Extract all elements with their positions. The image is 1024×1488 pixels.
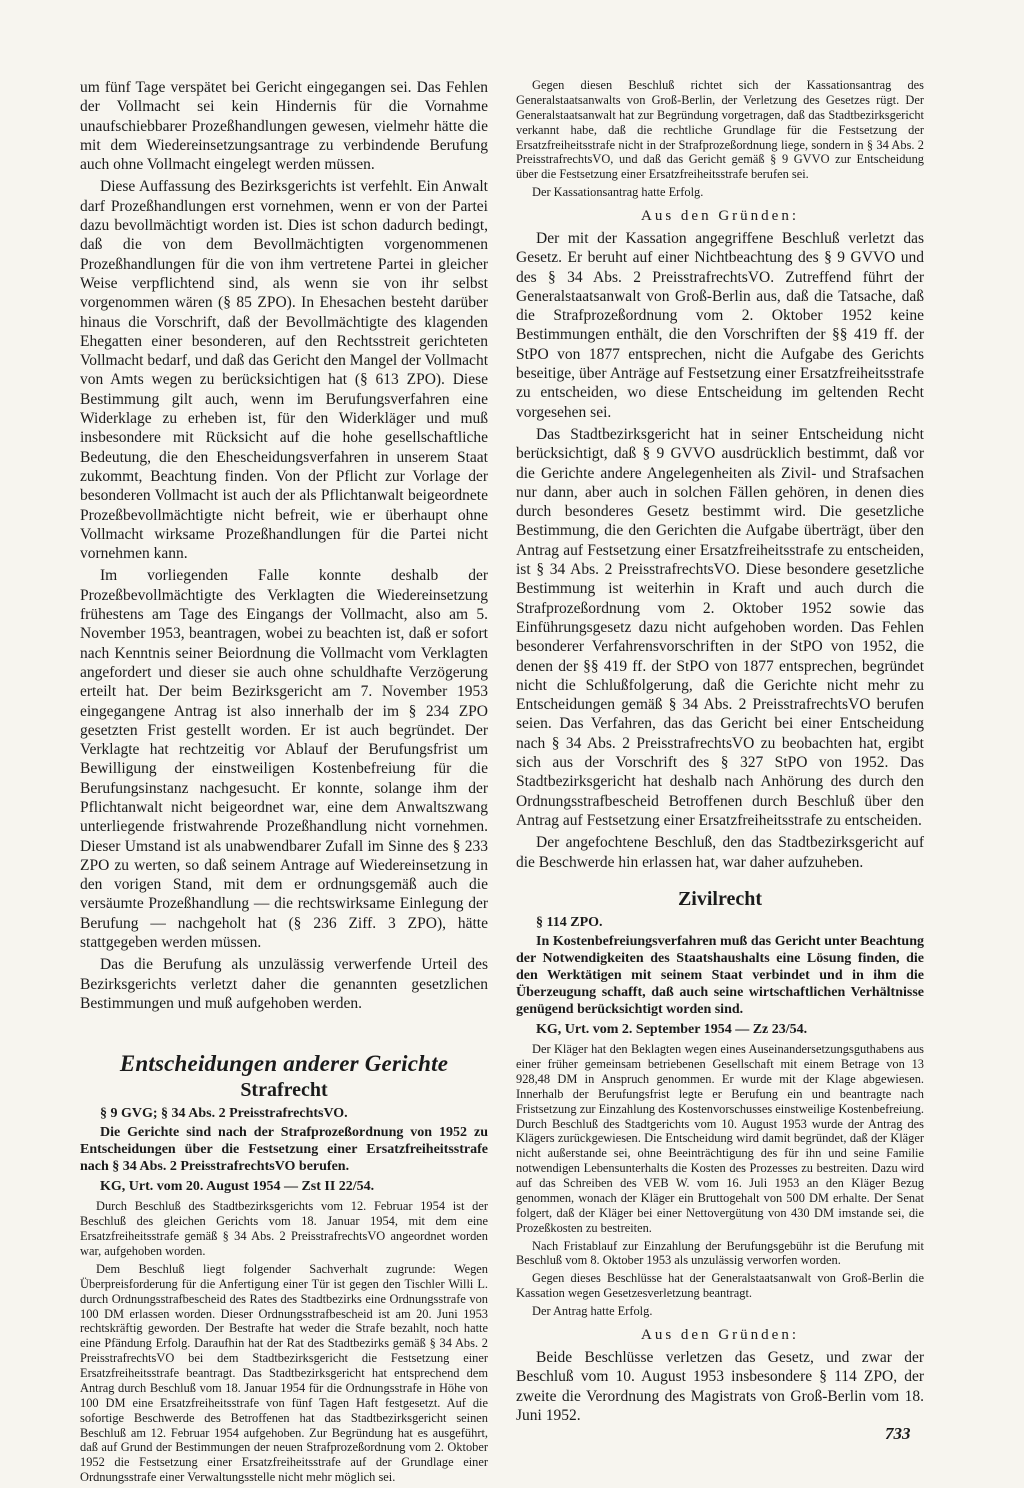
paragraph: Der mit der Kassation angegriffene Beschluß verletzt das Gesetz. Er beruht auf einer Nichtbeachtung des § 9 GVVO und des § 34 Abs. 2 PreisstrafrechtsVO. Zutreffend führt der Generalstaatsanwalt von Groß-Berlin aus, daß die Tatsache, daß die Strafprozeßordnung vom 2. Oktober 1952 keine Bestimmungen enthält, die den Vorschriften der §§ 419 ff. der StPO von 1877 entsprechen, nicht die Aufgabe des Gerichts beseitige, über Anträge auf Festsetzung einer Ersatzfreiheitsstrafe zu entscheiden, wo diese Entscheidung im geltenden Recht vorgesehen sei. [516,230,924,421]
left-column [80,78,488,1488]
small-paragraph: Der Antrag hatte Erfolg. [532,1304,653,1319]
paragraph: Beide Beschlüsse verletzen das Gesetz, und zwar der Beschluß vom 10. August 1953 insbesondere § 114 ZPO, der zweite die Verordnung des Magistrats von Groß-Berlin vom 18. Juni 1952. [516,1348,924,1424]
grounds-heading: Aus den Gründen: [641,208,799,224]
paragraph: um fünf Tage verspätet bei Gericht eingegangen sei. Das Fehlen der Vollmacht sei kein Hindernis für die Vornahme unaufschiebbarer Prozeßhandlungen gewesen, vielmehr hätte die mit dem Wiedereinsetzungsantrage zu verbindende Berufung auch ohne Vollmacht eingelegt werden müssen. [80,79,488,174]
small-paragraph: Gegen dieses Beschlüsse hat der Generalstaatsanwalt von Groß-Berlin die Kassation wegen Gesetzesverletzung beantragt. [516,1271,924,1301]
small-paragraph: Gegen diesen Beschluß richtet sich der Kassationsantrag des Generalstaatsanwalts von Groß-Berlin, der Verletzung des Gesetzes rügt. Der Generalstaatsanwalt hat zur Begründung vorgetragen, daß das Stadtbezirksgericht verkannt habe, daß die rechtliche Grundlage für die Festsetzung der Ersatzfreiheitsstrafe nicht in der Strafprozeßordnung liege, sondern in § 34 Abs. 2 PreisstrafrechtsVO, und daß das Gericht gemäß § 9 GVVO zur Entscheidung über die Festsetzung einer Ersatzfreiheitsstrafe berufen sei. [516,78,924,182]
grounds-heading: Aus den Gründen: [641,1326,799,1343]
headnote: Die Gerichte sind nach der Strafprozeßordnung von 1952 zu Entscheidungen über die Festsetzung einer Ersatzfreiheitsstrafe nach § 34 Abs. 2 PreisstrafrechtsVO berufen. [80,1125,488,1175]
law-citation: § 9 GVG; § 34 Abs. 2 PreisstrafrechtsVO. [100,1106,348,1122]
section-heading: Entscheidungen anderer Gerichte [119,1051,449,1077]
small-paragraph: Der Kläger hat den Beklagten wegen eines Auseinandersetzungsguthabens aus einer früher gemeinsam betriebenen Gesellschaft mit einem Betrage von 13 928,48 DM in Anspruch genommen. Er wurde mit der Klage abgewiesen. Innerhalb der Berufungsfrist legte er Berufung ein und beantragte nach Fristsetzung zur Einzahlung des Kostenvorschusses einstweilige Kostenbefreiung. Durch Beschluß des Stadtgerichts vom 10. August 1953 wurde der Antrag des Klägers zurückgewiesen. Die Entscheidung wird damit begründet, daß der Kläger nicht außerstande sei, ohne Beeinträchtigung des für ihn und seine Familie notwendigen Lebensunterhalts die Kosten des Prozesses zu bestreiten. Dazu wird auf das Schreiben des VEB W. vom 16. Juli 1953 an den Kläger Bezug genommen, wonach der Kläger ein Bruttogehalt von 500 DM erhalte. Der Senat folgert, daß der Kläger bei einer Nettovergütung von 430 DM imstande sei, die Prozeßkosten zu bestreiten. [516,1042,924,1235]
paragraph: Das Stadtbezirksgericht hat in seiner Entscheidung nicht berücksichtigt, daß § 9 GVVO ausdrücklich bestimmt, daß vor die Gerichte andere Angelegenheiten als Zivil- und Strafsachen nur dann, aber auch in solchen Fällen gehören, in denen dies durch besonderes Gesetz bestimmt wird. Die gesetzliche Bestimmung, die den Gerichten die Aufgabe überträgt, über den Antrag auf Festsetzung einer Ersatzfreiheitsstrafe zu entscheiden, ist § 34 Abs. 2 PreisstrafrechtsVO. Diese besondere gesetzliche Bestimmung ist weiterhin in Kraft und auch durch die Strafprozeßordnung vom 2. Oktober 1952 sowie das Einführungsgesetz dazu nicht aufgehoben worden. Das Fehlen besonderer Verfahrensvorschriften in der StPO von 1952, die denen der §§ 419 ff. der StPO von 1877 entsprechen, begründet nicht die Schlußfolgerung, daß die Gerichte nicht mehr zu Entscheidungen gemäß § 34 Abs. 2 PreisstrafrechtsVO berufen seien. Das Verfahren, das das Gericht bei einer Entscheidung nach § 34 Abs. 2 PreisstrafrechtsVO zu beobachten hat, ergibt sich aus der Vorschrift des § 327 StPO von 1952. Das Stadtbezirksgericht hat deshalb nach Anhörung des durch den Ordnungsstrafbescheid Betroffenen durch Beschluß über den Antrag auf Festsetzung einer Ersatzfreiheitsstrafe zu entscheiden. [516,425,924,829]
paragraph: Der angefochtene Beschluß, den das Stadtbezirksgericht auf die Beschwerde hin erlassen hat, war daher aufzuheben. [516,834,924,871]
paragraph: Diese Auffassung des Bezirksgerichts ist verfehlt. Ein Anwalt darf Prozeßhandlungen erst vornehmen, wenn er von der Partei dazu bevollmächtigt worden ist. Dies ist schon dadurch bedingt, daß die von dem Bevollmächtigten vorgenommenen Prozeßhandlungen für die von ihm vertretene Partei in gleicher Weise verpflichtend sind, als wenn sie von ihr selbst vorgenommen wären (§ 85 ZPO). In Ehesachen besteht darüber hinaus die Vorschrift, daß der Bevollmächtigte des klagenden Ehegatten einer besonderen, auf den Rechtsstreit gerichteten Vollmacht bedarf, und daß das Gericht den Mangel der Vollmacht von Amts wegen zu berücksichtigen hat (§ 613 ZPO). Diese Bestimmung gilt auch, wenn im Berufungsverfahren eine Widerklage zu erheben ist, für den Widerkläger und muß insbesondere mit Rücksicht auf die hohe gesellschaftliche Bedeutung, die den Ehescheidungsverfahren in unserem Staat zukommt, Beachtung finden. Von der Pflicht zur Vorlage der besonderen Vollmacht ist auch der als Pflichtanwalt beigeordnete Prozeßbevollmächtigte nicht befreit, wie er überhaupt ohne Vollmacht wirksame Prozeßhandlungen für die Partei nicht vornehmen kann. [80,178,488,563]
small-paragraph: Durch Beschluß des Stadtbezirksgerichts vom 12. Februar 1954 ist der Beschluß des gleichen Gerichts vom 18. Januar 1954, mit dem eine Ersatzfreiheitsstrafe gemäß § 34 Abs. 2 PreisstrafrechtsVO angeordnet worden war, aufgehoben worden. [80,1199,488,1259]
headnote: In Kostenbefreiungsverfahren muß das Gericht unter Beachtung der Notwendigkeiten des Staatshaushalts eine Lösung finden, die den Werktätigen mit seinem Staat verbindet und in ihm die Überzeugung schafft, daß auch seine wirtschaftlichen Verhältnisse genügend berücksichtigt worden sind. [516,933,924,1018]
subsection-heading: Zivilrecht [677,887,763,910]
law-citation: § 114 ZPO. [536,914,603,930]
small-paragraph: Nach Fristablauf zur Einzahlung der Berufungsgebühr ist die Berufung mit Beschluß vom 8. Oktober 1953 als unzulässig verworfen worden. [516,1238,924,1268]
small-paragraph: Dem Beschluß liegt folgender Sachverhalt zugrunde: Wegen Überpreisforderung für die Anfertigung einer Tür ist gegen den Tischler Willi L. durch Ordnungsstrafbescheid des Rates des Stadtbezirks eine Ordnungsstrafe von 100 DM erlassen worden. Dieser Ordnungsstrafbescheid ist am 20. Juni 1953 rechtskräftig geworden. Der Bestrafte hat weder die Strafe bezahlt, noch hatte eine Pfändung Erfolg. Daraufhin hat der Rat des Stadtbezirks gemäß § 34 Abs. 2 PreisstrafrechtsVO bei dem Stadtbezirksgericht die Festsetzung einer Ersatzfreiheitsstrafe beantragt. Das Stadtbezirksgericht hat entsprechend dem Antrag durch Beschluß vom 18. Januar 1954 für die Ordnungsstrafe in Höhe von 100 DM eine Ersatzfreiheitsstrafe von fünf Tagen Haft festgesetzt. Auf die sofortige Beschwerde des Betroffenen hat das Stadtbezirksgericht seinen Beschluß am 12. Februar 1954 aufgehoben. Zur Begründung hat es ausgeführt, daß auf Grund der Bestimmungen der neuen Strafprozeßordnung vom 2. Oktober 1952 die Festsetzung einer Ersatzfreiheitsstrafe auf der Grundlage einer Ordnungsstrafe einer Verwaltungsstelle nicht mehr möglich sei. [80,1261,488,1485]
case-reference: KG, Urt. vom 20. August 1954 — Zst II 22/54. [100,1179,375,1195]
case-reference: KG, Urt. vom 2. September 1954 — Zz 23/54. [536,1022,808,1038]
subsection-heading: Strafrecht [240,1079,328,1102]
page-number: 733 [885,1424,911,1443]
paragraph: Im vorliegenden Falle konnte deshalb der Prozeßbevollmächtigte des Verklagten die Wiedereinsetzung frühestens am Tage des Eingangs der Vollmacht, also am 5. November 1953, beantragen, wobei zu beachten ist, daß er sofort nach Kenntnis seiner Beiordnung die Vollmacht vom Verklagten angefordert und dieser sie auch ohne schuldhafte Verzögerung erteilt hat. Der beim Bezirksgericht am 7. November 1953 eingegangene Antrag ist also innerhalb der im § 234 ZPO gesetzten Frist gestellt worden. Er ist auch begründet. Der Verklagte hat rechtzeitig vor Ablauf der Berufungsfrist um Bewilligung der einstweiligen Kostenbefreiung für die Berufungsinstanz nachgesucht. Er konnte, solange ihm der Pflichtanwalt nicht beigeordnet war, eine dem Anwaltszwang unterliegende fristwahrende Prozeßhandlung nicht vornehmen. Dieser Umstand ist als unabwendbarer Zufall im Sinne des § 233 ZPO zu werten, so daß seinem Antrage auf Wiedereinsetzung in den vorigen Stand, mit dem er ordnungsgemäß auch die versäumte Prozeßhandlung — die rechtswirksame Einlegung der Berufung — nachgeholt hat (§ 236 Ziff. 3 ZPO), hätte stattgegeben werden müssen. [80,567,488,952]
small-paragraph: Der Kassationsantrag hatte Erfolg. [532,185,704,200]
paragraph: Das die Berufung als unzulässig verwerfende Urteil des Bezirksgerichts verletzt daher die genannten gesetzlichen Bestimmungen und muß aufgehoben werden. [80,956,488,1012]
right-column [516,78,924,1428]
